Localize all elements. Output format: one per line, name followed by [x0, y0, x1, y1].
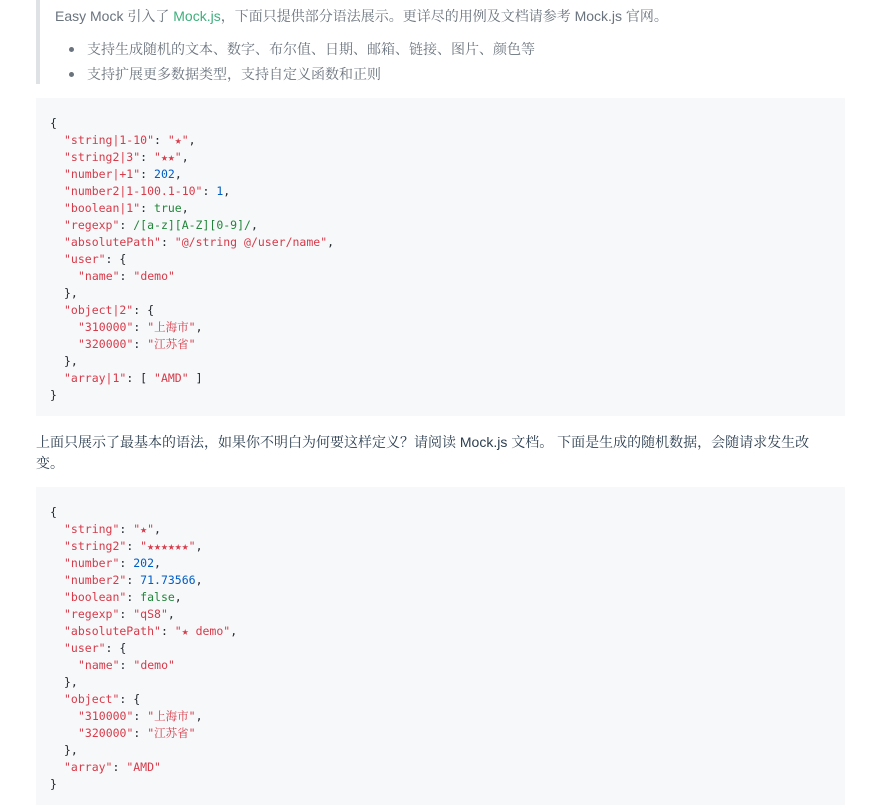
template-code-block — [36, 98, 845, 416]
code-line: "number2|1-100.1-10": 1, — [64, 184, 231, 198]
intro-text — [55, 6, 668, 26]
code-line: { — [50, 116, 57, 130]
code-line: "regexp": "qS8", — [64, 607, 175, 621]
code-line: "user": { — [64, 252, 127, 266]
code-line: "320000": "江苏省" — [78, 726, 196, 740]
intro-prefix: Easy Mock 引入了 — [55, 8, 174, 24]
code-line: "name": "demo" — [78, 269, 175, 283]
code-line: "string2|3": "★★", — [64, 150, 189, 164]
code-line: "string|1-10": "★", — [64, 133, 196, 147]
code-line: { — [50, 505, 57, 519]
code-line: "absolutePath": "★ demo", — [64, 624, 238, 638]
mockjs-link[interactable]: Mock.js — [173, 8, 221, 24]
code-line: "310000": "上海市", — [78, 320, 203, 334]
code-line: "array": "AMD" — [64, 760, 161, 774]
code-line: }, — [64, 286, 78, 300]
code-line: } — [50, 777, 57, 791]
code-line: }, — [64, 743, 78, 757]
code-line: "object": { — [64, 692, 141, 706]
code-line: "number2": 71.73566, — [64, 573, 203, 587]
code-line: "boolean|1": true, — [64, 201, 189, 215]
code-line: "number|+1": 202, — [64, 167, 182, 181]
code-line: "user": { — [64, 641, 127, 655]
intro-blockquote — [36, 0, 846, 84]
code-line: "array|1": [ "AMD" ] — [64, 371, 203, 385]
list-item: 支持生成随机的文本、数字、布尔值、日期、邮箱、链接、图片、颜色等 — [55, 40, 535, 65]
code-line: "object|2": { — [64, 303, 155, 317]
code-line: "number": 202, — [64, 556, 161, 570]
code-line: "name": "demo" — [78, 658, 175, 672]
code-line: "320000": "江苏省" — [78, 337, 196, 351]
result-code-block — [36, 487, 845, 805]
code-line: } — [50, 388, 57, 402]
code-line: }, — [64, 354, 78, 368]
code-line: "string2": "★★★★★★", — [64, 539, 203, 553]
list-item: 支持扩展更多数据类型，支持自定义函数和正则 — [55, 65, 535, 90]
code-line: "string": "★", — [64, 522, 161, 536]
code-line: "310000": "上海市", — [78, 709, 203, 723]
code-line: }, — [64, 675, 78, 689]
code-line: "regexp": /[a-z][A-Z][0-9]/, — [64, 218, 258, 232]
explain-paragraph: 上面只展示了最基本的语法，如果你不明白为何要这样定义？请阅读 Mock.js 文档。 下面是生成的随机数据，会随请求发生改变。 — [36, 434, 810, 471]
code-line: "boolean": false, — [64, 590, 182, 604]
feature-list — [55, 40, 535, 90]
intro-suffix: ，下面只提供部分语法展示。更详尽的用例及文档请参考 Mock.js 官网。 — [220, 8, 668, 24]
code-line: "absolutePath": "@/string @/user/name", — [64, 235, 335, 249]
